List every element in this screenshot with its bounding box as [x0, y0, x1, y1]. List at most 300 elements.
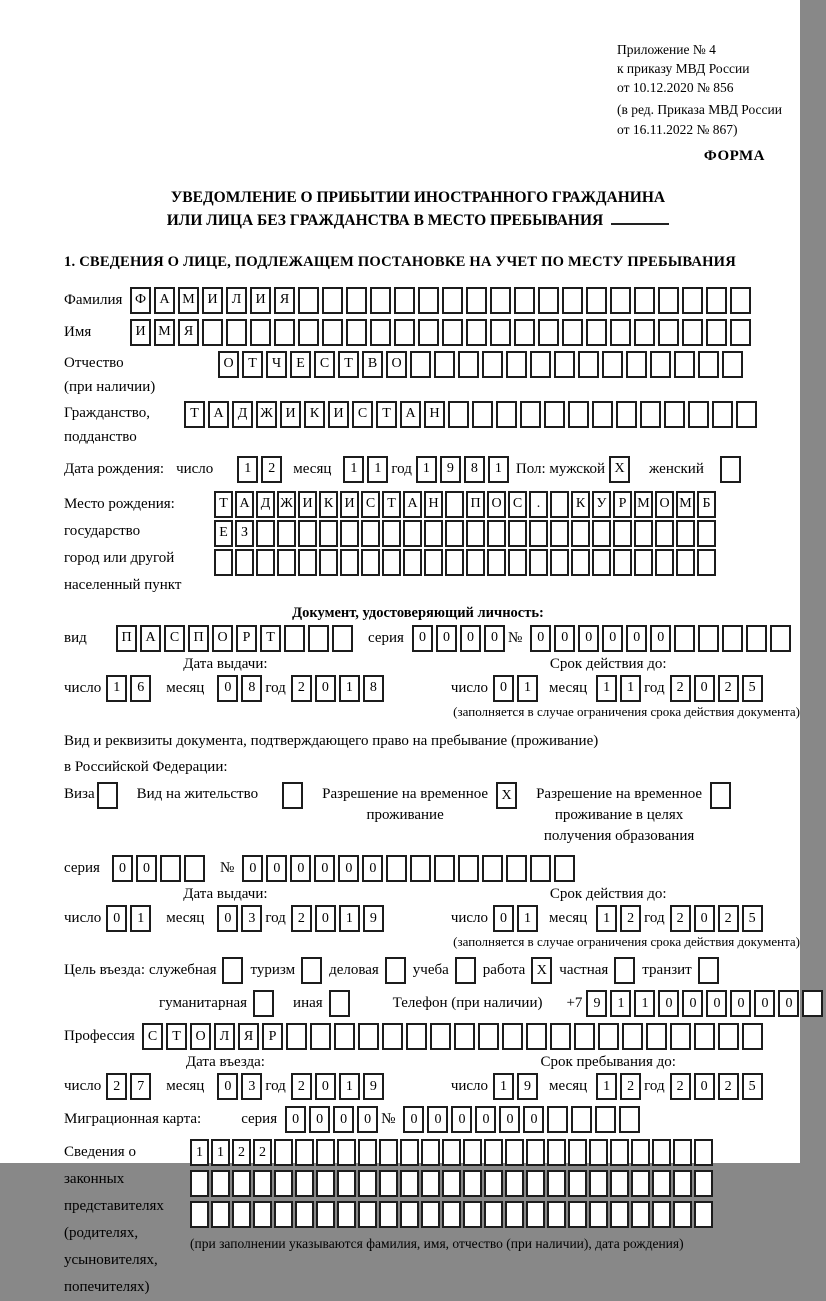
stay-year[interactable]: [670, 1073, 766, 1100]
iddoc-issue-year[interactable]: [291, 675, 387, 702]
iddoc-issue-month[interactable]: [217, 675, 265, 702]
char-cell[interactable]: 0: [217, 1073, 238, 1100]
char-cell[interactable]: [592, 549, 611, 576]
char-cell[interactable]: Ж: [256, 401, 277, 428]
char-cell[interactable]: 0: [460, 625, 481, 652]
char-cell[interactable]: 0: [266, 855, 287, 882]
char-cell[interactable]: [610, 287, 631, 314]
char-cell[interactable]: О: [386, 351, 407, 378]
char-cell[interactable]: X: [496, 782, 517, 809]
char-cell[interactable]: [430, 1023, 451, 1050]
char-cell[interactable]: 0: [602, 625, 623, 652]
char-cell[interactable]: [586, 319, 607, 346]
char-cell[interactable]: [529, 520, 548, 547]
char-cell[interactable]: [526, 1170, 545, 1197]
char-cell[interactable]: [742, 1023, 763, 1050]
profession-cells[interactable]: [142, 1023, 766, 1050]
char-cell[interactable]: [694, 1139, 713, 1166]
purpose-tourism-checkbox[interactable]: [301, 957, 325, 984]
char-cell[interactable]: К: [571, 491, 590, 518]
char-cell[interactable]: [445, 491, 464, 518]
char-cell[interactable]: [274, 1139, 293, 1166]
char-cell[interactable]: [529, 549, 548, 576]
char-cell[interactable]: [514, 287, 535, 314]
char-cell[interactable]: И: [328, 401, 349, 428]
guardians-row1-cells[interactable]: [190, 1139, 715, 1166]
char-cell[interactable]: [466, 287, 487, 314]
char-cell[interactable]: Д: [232, 401, 253, 428]
char-cell[interactable]: [442, 319, 463, 346]
char-cell[interactable]: [298, 319, 319, 346]
migcard-number-cells[interactable]: [403, 1106, 643, 1133]
char-cell[interactable]: [682, 319, 703, 346]
char-cell[interactable]: Р: [262, 1023, 283, 1050]
char-cell[interactable]: [334, 1023, 355, 1050]
char-cell[interactable]: 0: [554, 625, 575, 652]
char-cell[interactable]: [421, 1201, 440, 1228]
char-cell[interactable]: [340, 549, 359, 576]
char-cell[interactable]: [382, 549, 401, 576]
char-cell[interactable]: [466, 319, 487, 346]
char-cell[interactable]: 2: [670, 675, 691, 702]
char-cell[interactable]: 0: [315, 675, 336, 702]
char-cell[interactable]: [730, 319, 751, 346]
char-cell[interactable]: [463, 1139, 482, 1166]
char-cell[interactable]: 0: [754, 990, 775, 1017]
char-cell[interactable]: [308, 625, 329, 652]
char-cell[interactable]: 0: [362, 855, 383, 882]
char-cell[interactable]: В: [362, 351, 383, 378]
char-cell[interactable]: У: [592, 491, 611, 518]
char-cell[interactable]: [295, 1139, 314, 1166]
char-cell[interactable]: [466, 520, 485, 547]
char-cell[interactable]: [595, 1106, 616, 1133]
char-cell[interactable]: 0: [242, 855, 263, 882]
char-cell[interactable]: [631, 1139, 650, 1166]
char-cell[interactable]: Е: [214, 520, 233, 547]
char-cell[interactable]: [578, 351, 599, 378]
char-cell[interactable]: 0: [315, 1073, 336, 1100]
purpose-study-checkbox[interactable]: [455, 957, 479, 984]
char-cell[interactable]: [410, 855, 431, 882]
char-cell[interactable]: 1: [596, 1073, 617, 1100]
char-cell[interactable]: [370, 319, 391, 346]
char-cell[interactable]: [730, 287, 751, 314]
char-cell[interactable]: [631, 1201, 650, 1228]
char-cell[interactable]: [484, 1201, 503, 1228]
char-cell[interactable]: [574, 1023, 595, 1050]
char-cell[interactable]: 1: [339, 905, 360, 932]
char-cell[interactable]: И: [298, 491, 317, 518]
char-cell[interactable]: 0: [650, 625, 671, 652]
char-cell[interactable]: 9: [363, 1073, 384, 1100]
char-cell[interactable]: [232, 1201, 251, 1228]
char-cell[interactable]: [346, 287, 367, 314]
char-cell[interactable]: [506, 351, 527, 378]
temp-residence-edu-checkbox[interactable]: [710, 782, 734, 809]
char-cell[interactable]: [332, 625, 353, 652]
char-cell[interactable]: [454, 1023, 475, 1050]
char-cell[interactable]: [568, 1170, 587, 1197]
resdoc-series-cells[interactable]: [112, 855, 208, 882]
char-cell[interactable]: [550, 1023, 571, 1050]
char-cell[interactable]: 0: [290, 855, 311, 882]
char-cell[interactable]: [698, 625, 719, 652]
char-cell[interactable]: [202, 319, 223, 346]
char-cell[interactable]: [329, 990, 350, 1017]
char-cell[interactable]: [160, 855, 181, 882]
char-cell[interactable]: [490, 319, 511, 346]
char-cell[interactable]: 0: [112, 855, 133, 882]
char-cell[interactable]: [322, 319, 343, 346]
surname-cells[interactable]: [130, 287, 754, 314]
char-cell[interactable]: [445, 549, 464, 576]
char-cell[interactable]: [448, 401, 469, 428]
char-cell[interactable]: [190, 1170, 209, 1197]
char-cell[interactable]: [626, 351, 647, 378]
char-cell[interactable]: 0: [706, 990, 727, 1017]
char-cell[interactable]: [442, 1170, 461, 1197]
char-cell[interactable]: [688, 401, 709, 428]
char-cell[interactable]: 1: [517, 905, 538, 932]
char-cell[interactable]: Н: [424, 401, 445, 428]
char-cell[interactable]: 5: [742, 905, 763, 932]
char-cell[interactable]: [613, 520, 632, 547]
migcard-series-cells[interactable]: [285, 1106, 381, 1133]
char-cell[interactable]: О: [190, 1023, 211, 1050]
char-cell[interactable]: [424, 549, 443, 576]
char-cell[interactable]: [547, 1170, 566, 1197]
char-cell[interactable]: [403, 549, 422, 576]
char-cell[interactable]: [400, 1170, 419, 1197]
char-cell[interactable]: Т: [214, 491, 233, 518]
char-cell[interactable]: Т: [242, 351, 263, 378]
char-cell[interactable]: 0: [626, 625, 647, 652]
char-cell[interactable]: X: [609, 456, 630, 483]
char-cell[interactable]: [421, 1170, 440, 1197]
char-cell[interactable]: 2: [261, 456, 282, 483]
char-cell[interactable]: [445, 520, 464, 547]
char-cell[interactable]: 0: [475, 1106, 496, 1133]
char-cell[interactable]: 0: [338, 855, 359, 882]
resdoc-number-cells[interactable]: [242, 855, 578, 882]
char-cell[interactable]: 0: [217, 675, 238, 702]
char-cell[interactable]: [616, 401, 637, 428]
char-cell[interactable]: К: [319, 491, 338, 518]
char-cell[interactable]: [610, 319, 631, 346]
char-cell[interactable]: Ч: [266, 351, 287, 378]
char-cell[interactable]: [295, 1201, 314, 1228]
char-cell[interactable]: 0: [694, 905, 715, 932]
stay-day[interactable]: [493, 1073, 541, 1100]
char-cell[interactable]: [274, 319, 295, 346]
char-cell[interactable]: [547, 1106, 568, 1133]
char-cell[interactable]: [619, 1106, 640, 1133]
entry-year[interactable]: [291, 1073, 387, 1100]
entry-day[interactable]: [106, 1073, 154, 1100]
char-cell[interactable]: [505, 1139, 524, 1166]
char-cell[interactable]: [505, 1170, 524, 1197]
char-cell[interactable]: [286, 1023, 307, 1050]
char-cell[interactable]: [544, 401, 565, 428]
char-cell[interactable]: [520, 401, 541, 428]
char-cell[interactable]: [530, 351, 551, 378]
char-cell[interactable]: [634, 549, 653, 576]
char-cell[interactable]: К: [304, 401, 325, 428]
char-cell[interactable]: [361, 520, 380, 547]
char-cell[interactable]: Т: [376, 401, 397, 428]
char-cell[interactable]: [190, 1201, 209, 1228]
char-cell[interactable]: .: [529, 491, 548, 518]
char-cell[interactable]: И: [130, 319, 151, 346]
char-cell[interactable]: [295, 1170, 314, 1197]
char-cell[interactable]: [418, 287, 439, 314]
char-cell[interactable]: Я: [238, 1023, 259, 1050]
char-cell[interactable]: [547, 1139, 566, 1166]
char-cell[interactable]: 1: [339, 675, 360, 702]
char-cell[interactable]: 2: [718, 905, 739, 932]
char-cell[interactable]: [722, 625, 743, 652]
birth-month-cells[interactable]: [343, 456, 391, 483]
char-cell[interactable]: [316, 1139, 335, 1166]
char-cell[interactable]: [487, 520, 506, 547]
char-cell[interactable]: 0: [493, 905, 514, 932]
char-cell[interactable]: [697, 520, 716, 547]
char-cell[interactable]: Т: [166, 1023, 187, 1050]
sex-female-checkbox[interactable]: [720, 456, 744, 483]
char-cell[interactable]: 0: [106, 905, 127, 932]
char-cell[interactable]: [298, 287, 319, 314]
char-cell[interactable]: 1: [416, 456, 437, 483]
char-cell[interactable]: [253, 1201, 272, 1228]
char-cell[interactable]: 0: [357, 1106, 378, 1133]
resdoc-issue-month[interactable]: [217, 905, 265, 932]
purpose-business-checkbox[interactable]: [385, 957, 409, 984]
char-cell[interactable]: [746, 625, 767, 652]
char-cell[interactable]: [400, 1139, 419, 1166]
char-cell[interactable]: 0: [136, 855, 157, 882]
char-cell[interactable]: [487, 549, 506, 576]
char-cell[interactable]: [277, 549, 296, 576]
char-cell[interactable]: Ф: [130, 287, 151, 314]
char-cell[interactable]: [568, 401, 589, 428]
char-cell[interactable]: [442, 287, 463, 314]
char-cell[interactable]: С: [142, 1023, 163, 1050]
char-cell[interactable]: [277, 520, 296, 547]
char-cell[interactable]: [530, 855, 551, 882]
char-cell[interactable]: [250, 319, 271, 346]
char-cell[interactable]: [319, 549, 338, 576]
guardians-row2-cells[interactable]: [190, 1170, 715, 1197]
char-cell[interactable]: [256, 549, 275, 576]
char-cell[interactable]: 8: [241, 675, 262, 702]
char-cell[interactable]: А: [140, 625, 161, 652]
char-cell[interactable]: [673, 1170, 692, 1197]
char-cell[interactable]: X: [531, 957, 552, 984]
char-cell[interactable]: [379, 1170, 398, 1197]
char-cell[interactable]: [502, 1023, 523, 1050]
birthplace-row2-cells[interactable]: [214, 520, 718, 547]
char-cell[interactable]: 0: [658, 990, 679, 1017]
char-cell[interactable]: [586, 287, 607, 314]
char-cell[interactable]: 5: [742, 675, 763, 702]
char-cell[interactable]: Е: [290, 351, 311, 378]
char-cell[interactable]: [718, 1023, 739, 1050]
sex-male-checkbox[interactable]: [609, 456, 633, 483]
char-cell[interactable]: [346, 319, 367, 346]
char-cell[interactable]: 0: [730, 990, 751, 1017]
char-cell[interactable]: С: [164, 625, 185, 652]
char-cell[interactable]: 1: [130, 905, 151, 932]
char-cell[interactable]: [631, 1170, 650, 1197]
char-cell[interactable]: [622, 1023, 643, 1050]
char-cell[interactable]: [694, 1201, 713, 1228]
char-cell[interactable]: [478, 1023, 499, 1050]
char-cell[interactable]: 0: [523, 1106, 544, 1133]
char-cell[interactable]: 3: [241, 905, 262, 932]
char-cell[interactable]: [676, 520, 695, 547]
char-cell[interactable]: Л: [214, 1023, 235, 1050]
char-cell[interactable]: [652, 1201, 671, 1228]
char-cell[interactable]: 9: [440, 456, 461, 483]
char-cell[interactable]: 1: [596, 905, 617, 932]
char-cell[interactable]: О: [218, 351, 239, 378]
char-cell[interactable]: [589, 1170, 608, 1197]
char-cell[interactable]: [720, 456, 741, 483]
char-cell[interactable]: [664, 401, 685, 428]
birthplace-row3-cells[interactable]: [214, 549, 718, 576]
char-cell[interactable]: 1: [517, 675, 538, 702]
char-cell[interactable]: [550, 549, 569, 576]
char-cell[interactable]: 0: [403, 1106, 424, 1133]
char-cell[interactable]: [358, 1201, 377, 1228]
char-cell[interactable]: 1: [367, 456, 388, 483]
char-cell[interactable]: 2: [670, 905, 691, 932]
char-cell[interactable]: [589, 1201, 608, 1228]
char-cell[interactable]: 1: [211, 1139, 230, 1166]
char-cell[interactable]: [506, 855, 527, 882]
birthplace-row1-cells[interactable]: [214, 491, 718, 518]
char-cell[interactable]: [673, 1201, 692, 1228]
char-cell[interactable]: [592, 401, 613, 428]
char-cell[interactable]: 2: [232, 1139, 251, 1166]
purpose-work-checkbox[interactable]: [531, 957, 555, 984]
char-cell[interactable]: Б: [697, 491, 716, 518]
char-cell[interactable]: [514, 319, 535, 346]
char-cell[interactable]: [484, 1139, 503, 1166]
char-cell[interactable]: О: [487, 491, 506, 518]
char-cell[interactable]: [712, 401, 733, 428]
char-cell[interactable]: [602, 351, 623, 378]
char-cell[interactable]: [634, 520, 653, 547]
char-cell[interactable]: [458, 351, 479, 378]
char-cell[interactable]: [337, 1139, 356, 1166]
char-cell[interactable]: 0: [530, 625, 551, 652]
char-cell[interactable]: Л: [226, 287, 247, 314]
char-cell[interactable]: 0: [484, 625, 505, 652]
char-cell[interactable]: [379, 1139, 398, 1166]
char-cell[interactable]: 2: [291, 1073, 312, 1100]
char-cell[interactable]: [722, 351, 743, 378]
char-cell[interactable]: [673, 1139, 692, 1166]
char-cell[interactable]: [310, 1023, 331, 1050]
birth-year-cells[interactable]: [416, 456, 512, 483]
char-cell[interactable]: [484, 1170, 503, 1197]
resdoc-valid-day[interactable]: [493, 905, 541, 932]
char-cell[interactable]: [482, 855, 503, 882]
char-cell[interactable]: 3: [241, 1073, 262, 1100]
char-cell[interactable]: 8: [464, 456, 485, 483]
guardians-row3-cells[interactable]: [190, 1201, 715, 1228]
char-cell[interactable]: Т: [382, 491, 401, 518]
char-cell[interactable]: П: [116, 625, 137, 652]
char-cell[interactable]: 0: [694, 1073, 715, 1100]
char-cell[interactable]: [298, 549, 317, 576]
char-cell[interactable]: [706, 319, 727, 346]
char-cell[interactable]: [340, 520, 359, 547]
char-cell[interactable]: [568, 1201, 587, 1228]
char-cell[interactable]: 2: [718, 675, 739, 702]
iddoc-issue-day[interactable]: [106, 675, 154, 702]
temp-residence-checkbox[interactable]: [496, 782, 520, 809]
stay-month[interactable]: [596, 1073, 644, 1100]
char-cell[interactable]: 9: [517, 1073, 538, 1100]
purpose-official-checkbox[interactable]: [222, 957, 246, 984]
char-cell[interactable]: А: [154, 287, 175, 314]
iddoc-valid-year[interactable]: [670, 675, 766, 702]
char-cell[interactable]: [358, 1170, 377, 1197]
iddoc-valid-month[interactable]: [596, 675, 644, 702]
char-cell[interactable]: [547, 1201, 566, 1228]
char-cell[interactable]: И: [202, 287, 223, 314]
char-cell[interactable]: И: [340, 491, 359, 518]
char-cell[interactable]: [710, 782, 731, 809]
char-cell[interactable]: [316, 1201, 335, 1228]
char-cell[interactable]: Р: [613, 491, 632, 518]
char-cell[interactable]: [316, 1170, 335, 1197]
char-cell[interactable]: 0: [427, 1106, 448, 1133]
char-cell[interactable]: [442, 1201, 461, 1228]
char-cell[interactable]: Н: [424, 491, 443, 518]
char-cell[interactable]: [698, 957, 719, 984]
iddoc-valid-day[interactable]: [493, 675, 541, 702]
char-cell[interactable]: Т: [184, 401, 205, 428]
resdoc-issue-year[interactable]: [291, 905, 387, 932]
char-cell[interactable]: 1: [106, 675, 127, 702]
char-cell[interactable]: 0: [217, 905, 238, 932]
char-cell[interactable]: [214, 549, 233, 576]
char-cell[interactable]: Я: [178, 319, 199, 346]
title-blank-line[interactable]: [611, 212, 669, 225]
char-cell[interactable]: [682, 287, 703, 314]
char-cell[interactable]: [508, 549, 527, 576]
char-cell[interactable]: [358, 1139, 377, 1166]
resdoc-issue-day[interactable]: [106, 905, 154, 932]
char-cell[interactable]: 1: [493, 1073, 514, 1100]
char-cell[interactable]: 1: [343, 456, 364, 483]
char-cell[interactable]: [466, 549, 485, 576]
char-cell[interactable]: [610, 1170, 629, 1197]
char-cell[interactable]: [482, 351, 503, 378]
char-cell[interactable]: [550, 520, 569, 547]
char-cell[interactable]: [370, 287, 391, 314]
char-cell[interactable]: [571, 549, 590, 576]
char-cell[interactable]: [694, 1170, 713, 1197]
char-cell[interactable]: [394, 319, 415, 346]
char-cell[interactable]: [379, 1201, 398, 1228]
char-cell[interactable]: [640, 401, 661, 428]
char-cell[interactable]: 0: [436, 625, 457, 652]
